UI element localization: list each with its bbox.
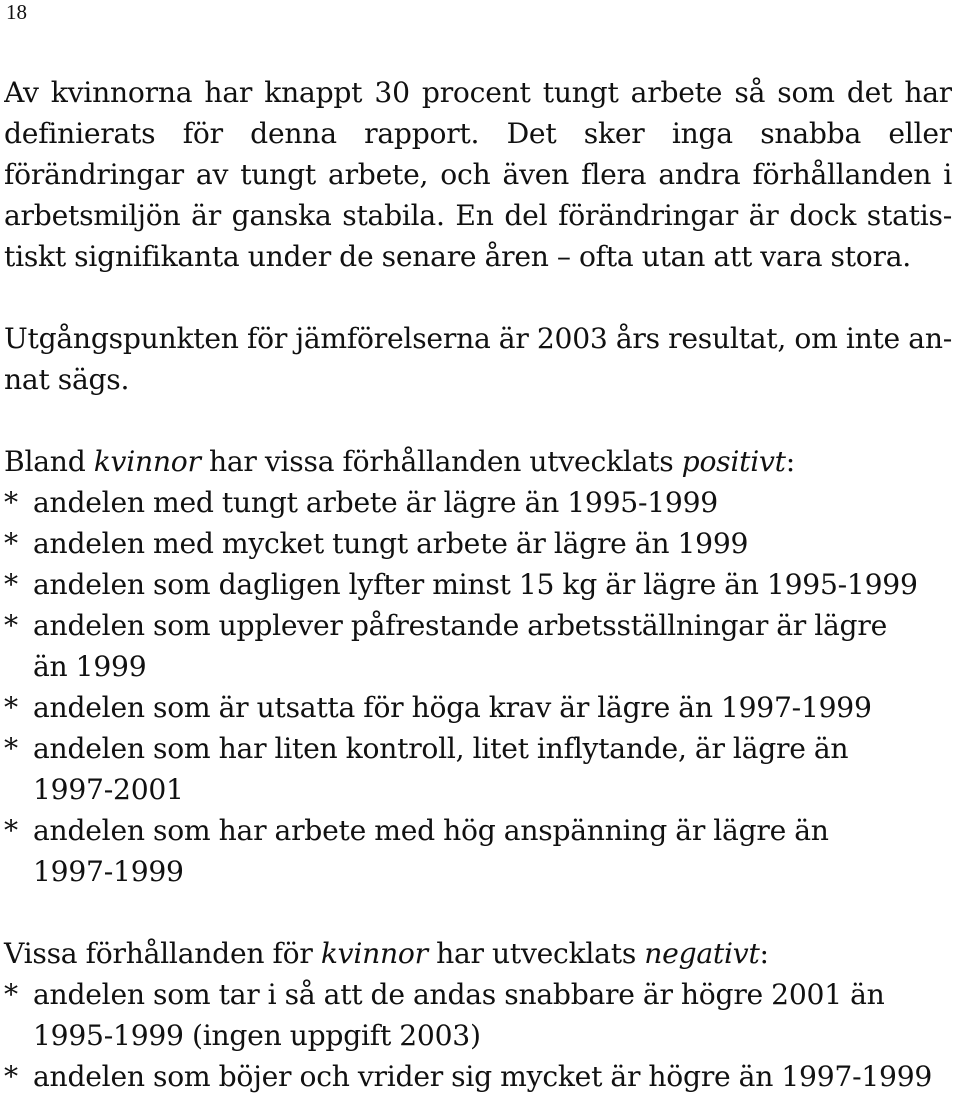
- list-item: [4, 810, 952, 851]
- list-item-text: andelen som tar i så att de andas snabbare är högre 2001 än: [33, 978, 885, 1011]
- list-item-text: andelen som har arbete med hög anspänning är lägre än: [33, 814, 829, 847]
- intro-text: :: [759, 937, 769, 970]
- list-item-text: andelen med mycket tungt arbete är lägre än 1999: [33, 527, 749, 560]
- positive-section-intro: [4, 441, 952, 482]
- intro-text: har vissa förhållanden utvecklats: [200, 445, 682, 478]
- negative-section-intro: [4, 933, 952, 974]
- positive-section: [4, 441, 952, 892]
- list-item-continuation: 1997-2001: [33, 773, 184, 806]
- paragraph-line: Av kvinnorna har knappt 30 procent tungt arbete så som det har: [4, 76, 952, 109]
- intro-italic-text: negativt: [644, 937, 760, 970]
- list-item-text: andelen med tungt arbete är lägre än 1995-1999: [33, 486, 718, 519]
- paragraph-line: tiskt signifikanta under de senare åren – ofta utan att vara stora.: [4, 240, 911, 273]
- intro-italic-text: kvinnor: [320, 937, 428, 970]
- list-item: [4, 687, 952, 728]
- intro-italic-text: positivt: [681, 445, 786, 478]
- list-item: [4, 605, 952, 646]
- paragraph-spacer: [4, 400, 952, 441]
- intro-italic-text: kvinnor: [93, 445, 201, 478]
- intro-text: :: [785, 445, 796, 478]
- page-number: 18: [6, 0, 27, 24]
- list-item: [4, 974, 952, 1015]
- bullet-marker: *: [4, 527, 18, 560]
- list-item-continuation: än 1999: [33, 650, 147, 683]
- paragraph-line: förändringar av tungt arbete, och även flera andra förhållanden i: [4, 158, 952, 191]
- list-item-continuation: 1997-1999: [33, 855, 184, 888]
- intro-text: Vissa förhållanden för: [4, 937, 321, 970]
- list-item: [4, 1056, 952, 1097]
- paragraph-line: definierats för denna rapport. Det sker inga snabba eller: [4, 117, 952, 150]
- bullet-marker: *: [4, 732, 18, 765]
- bullet-marker: *: [4, 691, 18, 724]
- paragraph-baseline-note: [4, 318, 952, 400]
- bullet-marker: *: [4, 814, 18, 847]
- list-item-text: andelen som upplever påfrestande arbetsställningar är lägre: [33, 609, 888, 642]
- list-item-continuation: 1995-1999 (ingen uppgift 2003): [33, 1019, 481, 1052]
- paragraph-spacer: [4, 892, 952, 933]
- paragraph-line: nat sägs.: [4, 363, 130, 396]
- negative-section: [4, 933, 952, 1097]
- document-body: [4, 72, 952, 1097]
- intro-text: har utvecklats: [427, 937, 645, 970]
- list-item-text: andelen som böjer och vrider sig mycket är högre än 1997-1999: [33, 1060, 933, 1093]
- intro-text: Bland: [4, 445, 94, 478]
- paragraph-intro: [4, 72, 952, 277]
- list-item: [4, 564, 952, 605]
- list-item: [4, 523, 952, 564]
- paragraph-line: arbetsmiljön är ganska stabila. En del förändringar är dock statis-: [4, 199, 952, 232]
- bullet-marker: *: [4, 568, 18, 601]
- paragraph-line: Utgångspunkten för jämförelserna är 2003 års resultat, om inte an-: [4, 322, 952, 355]
- list-item-text: andelen som har liten kontroll, litet inflytande, är lägre än: [33, 732, 849, 765]
- bullet-marker: *: [4, 978, 18, 1011]
- bullet-marker: *: [4, 1060, 18, 1093]
- list-item-text: andelen som dagligen lyfter minst 15 kg är lägre än 1995-1999: [33, 568, 918, 601]
- paragraph-spacer: [4, 277, 952, 318]
- bullet-marker: *: [4, 609, 18, 642]
- list-item: [4, 482, 952, 523]
- list-item-text: andelen som är utsatta för höga krav är lägre än 1997-1999: [33, 691, 872, 724]
- list-item: [4, 728, 952, 769]
- bullet-marker: *: [4, 486, 18, 519]
